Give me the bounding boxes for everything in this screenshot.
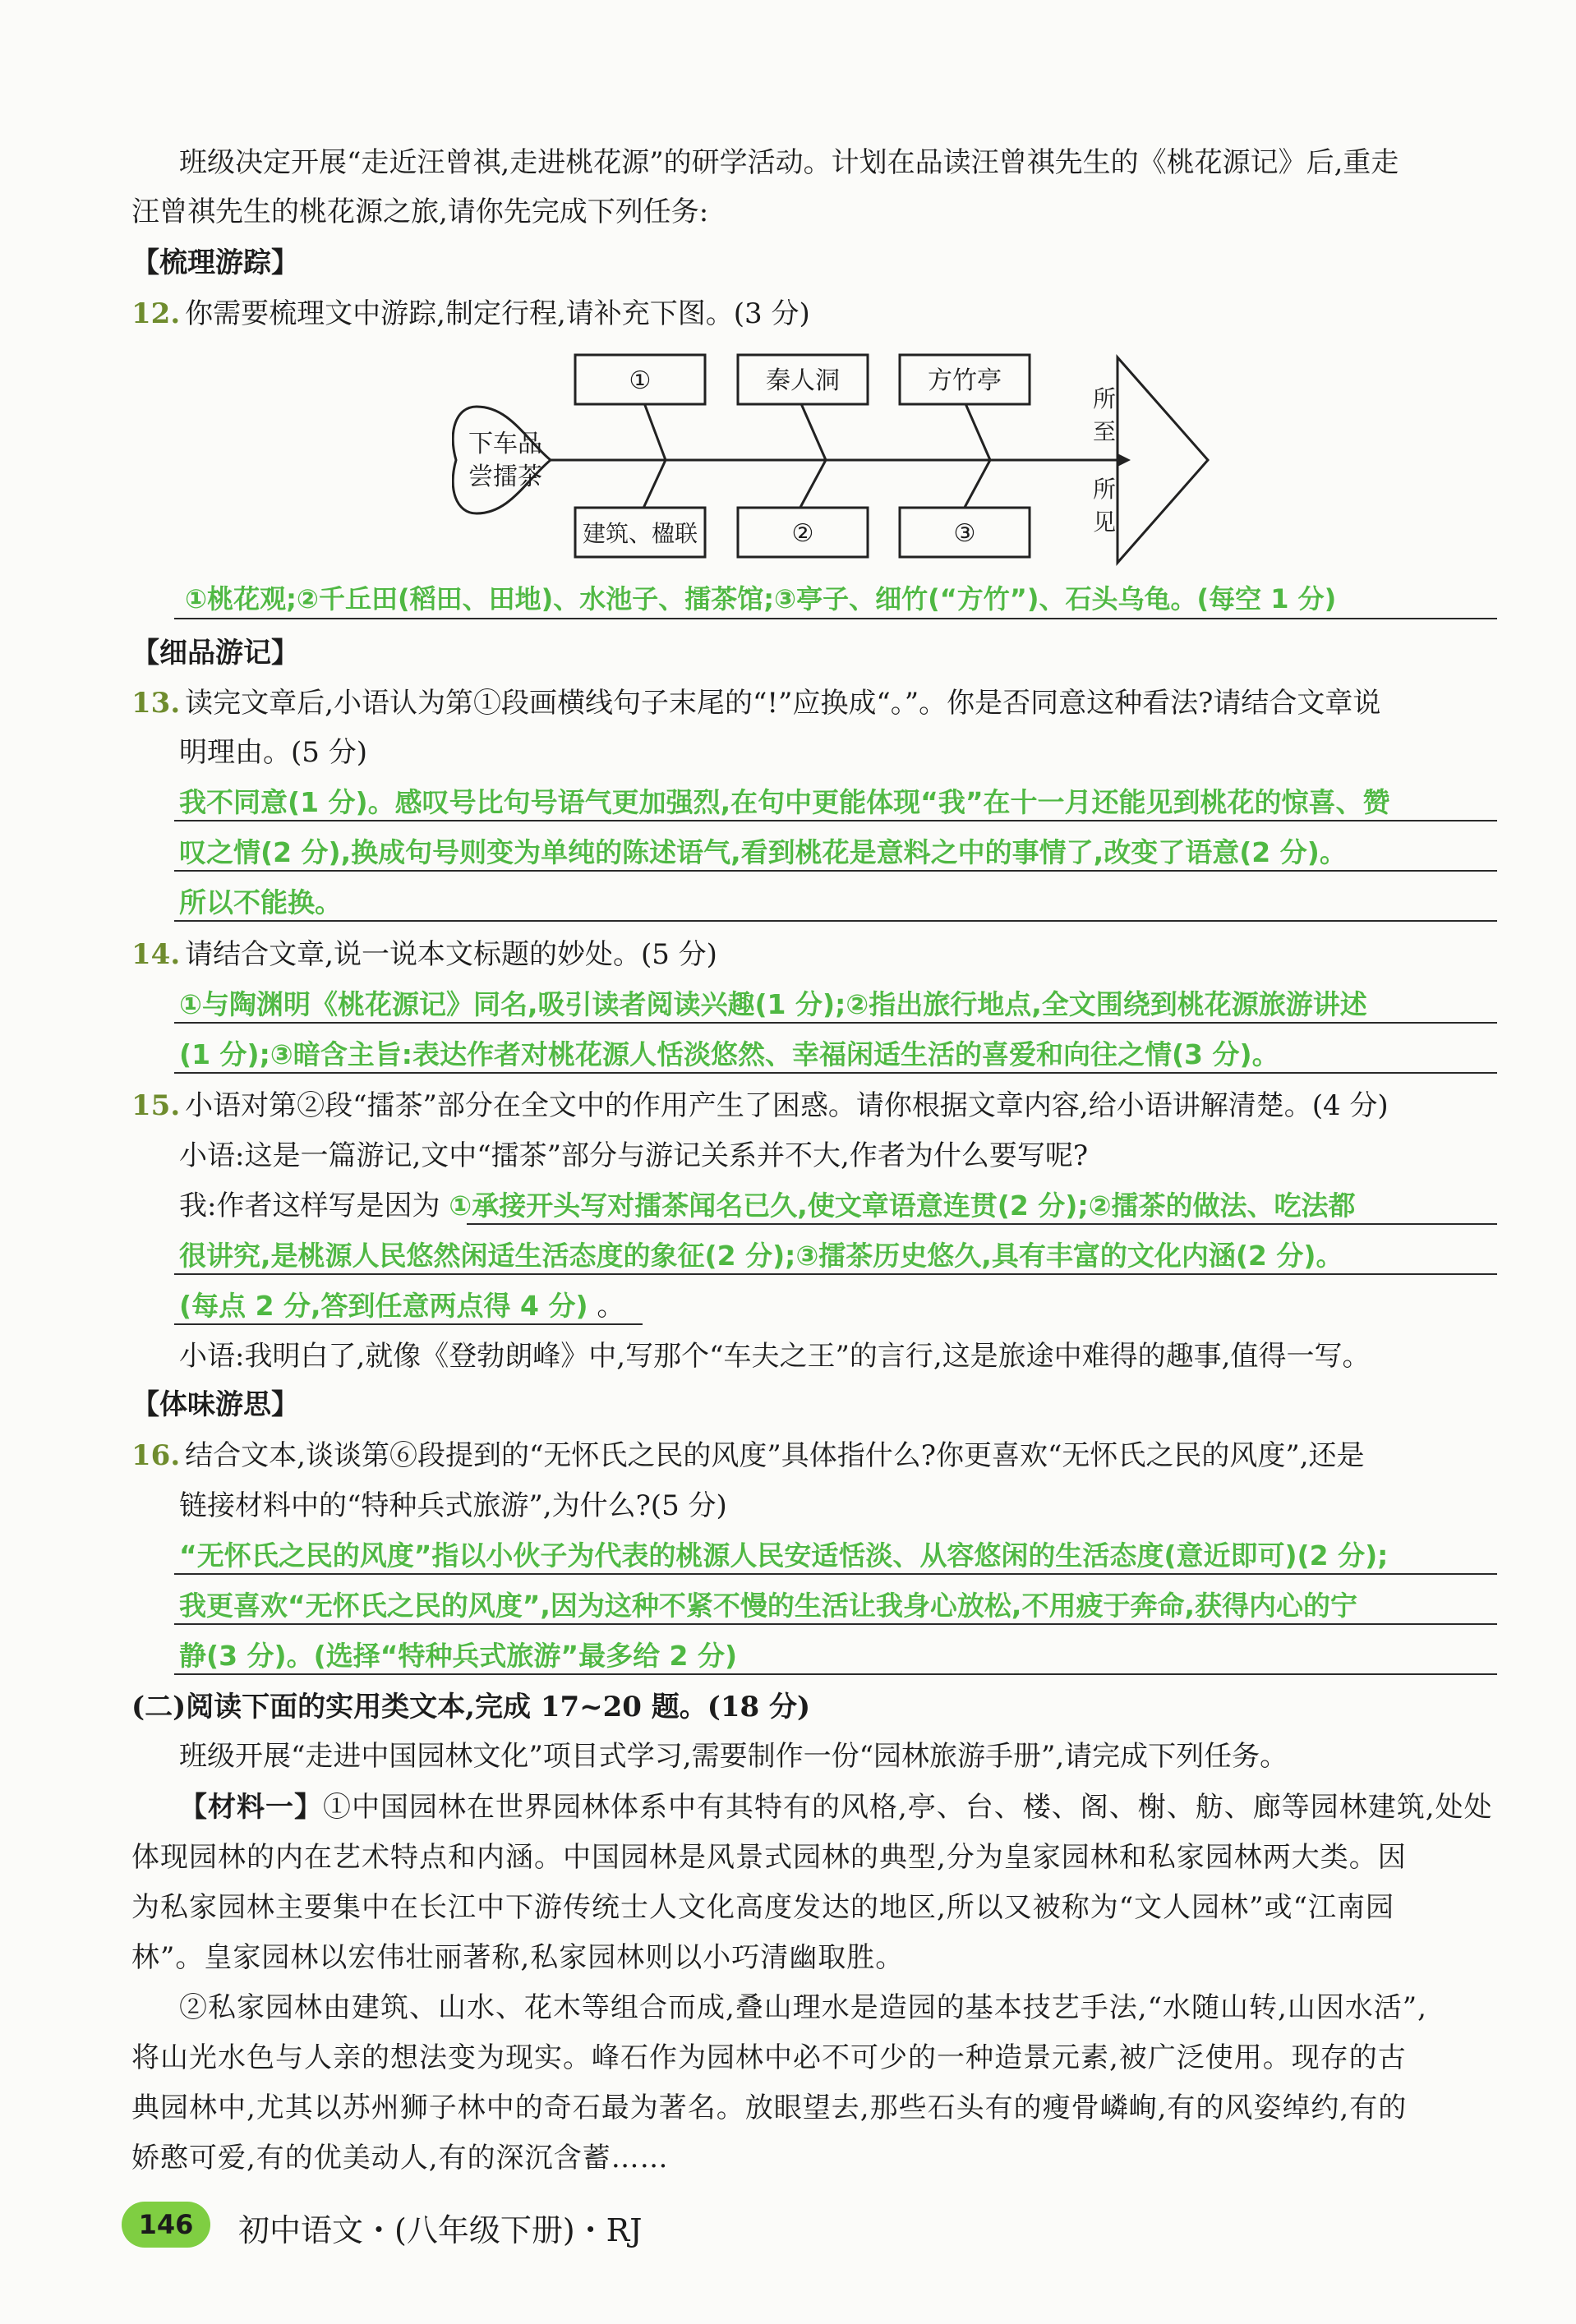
answer-14-line-1: ①与陶渊明《桃花源记》同名,吸引读者阅读兴趣(1 分);②指出旅行地点,全文围绕到桃花源旅游讲述: [179, 988, 1367, 1020]
answer-underline: [174, 870, 1497, 872]
question-15-ask: 小语:这是一篇游记,文中“擂茶”部分与游记关系并不大,作者为什么要写呢?: [179, 1139, 1089, 1172]
answer-underline: [467, 1223, 1497, 1225]
material-1-p2-line-1: ②私家园林由建筑、山水、花木等组合而成,叠山理水是造园的基本技艺手法,“水随山转,山因水活”,: [179, 1991, 1427, 2024]
answer-12: ①桃花观;②千丘田(稻田、田地)、水池子、擂茶馆;③亭子、细竹(“方竹”)、石头乌龟。(每空 1 分): [185, 583, 1337, 614]
question-text: 请结合文章,说一说本文标题的妙处。(5 分): [185, 938, 717, 971]
question-15-me: [179, 1190, 1543, 1223]
question-13-line-2: 明理由。(5 分): [179, 736, 367, 769]
material-1-p1-line-3: 为私家园林主要集中在长江中下游传统士人文化高度发达的地区,所以又被称为“文人园林”或“江南园: [131, 1891, 1394, 1924]
answer-13-line-3: 所以不能换。: [179, 886, 342, 918]
answer-13-line-1: 我不同意(1 分)。感叹号比句号语气更加强烈,在句中更能体现“我”在十一月还能见到桃花的惊喜、赞: [179, 786, 1390, 818]
material-1-text: ①中国园林在世界园林体系中有其特有的风格,亭、台、楼、阁、榭、舫、廊等园林建筑,处处: [323, 1791, 1493, 1824]
diagram-tail: [1117, 357, 1208, 563]
fishbone-diagram: [452, 345, 1233, 567]
answer-underline: [174, 920, 1497, 922]
answer-underline: [174, 820, 1497, 821]
question-text: 读完文章后,小语认为第①段画横线句子末尾的“!”应换成“。”。你是否同意这种看法?请结合文章说: [185, 687, 1381, 720]
diagram-top-box-3-text: 方竹亭: [928, 366, 1002, 395]
question-text: 你需要梳理文中游踪,制定行程,请补充下图。(3 分): [185, 297, 810, 330]
diagram-bottom-box-2-text: ②: [791, 519, 814, 548]
diagram-bone: [641, 460, 666, 513]
book-title: 初中语文・(八年级下册)・RJ: [238, 2212, 643, 2248]
section-heading-itinerary: 【梳理游踪】: [131, 246, 299, 279]
answer-15-line-1: ①承接开头写对擂茶闻名已久,使文章语意连贯(2 分);②擂茶的做法、吃法都: [449, 1190, 1356, 1222]
material-1-p1-line-4: 林”。皇家园林以宏伟壮丽著称,私家园林则以小巧清幽取胜。: [131, 1941, 905, 1974]
question-text: 小语对第②段“擂茶”部分在全文中的作用产生了困惑。请你根据文章内容,给小语讲解清楚。(4 分): [185, 1089, 1389, 1122]
diagram-top-box-2-text: 秦人洞: [766, 366, 840, 395]
material-1-p2-line-2: 将山光水色与人亲的想法变为现实。峰石作为园林中必不可少的一种造景元素,被广泛使用。现存的古: [131, 2041, 1407, 2074]
material-1-p2-line-4: 娇憨可爱,有的优美动人,有的深沉含蓄……: [131, 2142, 669, 2174]
material-1-p1-line-1: [179, 1791, 1543, 1825]
question-number: 13.: [131, 687, 181, 720]
answer-15-line-2: 很讲究,是桃源人民悠然闲适生活态度的象征(2 分);③擂茶历史悠久,具有丰富的文化内涵(2 分)。: [179, 1240, 1343, 1272]
question-15-me-prefix: 我:作者这样写是因为: [179, 1190, 440, 1222]
answer-underline: [174, 1623, 1497, 1625]
answer-15-line-3-wrap: [179, 1290, 1543, 1323]
diagram-spine-arrow: [1117, 453, 1131, 467]
diagram-head-shape: [453, 407, 551, 513]
part-2-title: (二)阅读下面的实用类文本,完成 17~20 题。(18 分): [131, 1691, 811, 1723]
diagram-top-box-1-text: ①: [629, 366, 652, 395]
diagram-bottom-box-1-text: 建筑、楹联: [582, 520, 698, 547]
answer-underline: [174, 618, 1497, 619]
diagram-head-text-1: 下车品: [468, 430, 542, 458]
question-number: 12.: [131, 297, 181, 330]
question-16-line-2: 链接材料中的“特种兵式旅游”,为什么?(5 分): [179, 1489, 727, 1522]
question-number: 15.: [131, 1089, 181, 1122]
answer-underline: [174, 1673, 1497, 1675]
question-15: [131, 1089, 1495, 1123]
answer-16-line-1: “无怀氏之民的风度”指以小伙子为代表的桃源人民安适恬淡、从容悠闲的生活态度(意近即可)(2 分);: [179, 1539, 1389, 1572]
answer-13-line-2: 叹之情(2 分),换成句号则变为单纯的陈述语气,看到桃花是意料之中的事情了,改变了语意(2 分)。: [179, 836, 1347, 868]
material-1-label: 【材料一】: [179, 1791, 323, 1824]
question-13: [131, 687, 1495, 720]
diagram-tail-text-1: 所: [1093, 385, 1117, 412]
question-number: 16.: [131, 1439, 181, 1472]
diagram-tail-text-3: 所: [1093, 476, 1117, 503]
material-1-p2-line-3: 典园林中,尤其以苏州狮子林中的奇石最为著名。放眼望去,那些石头有的瘦骨嶙峋,有的风姿绰约,有的: [131, 2092, 1408, 2124]
part-2-intro: 班级开展“走进中国园林文化”项目式学习,需要制作一份“园林旅游手册”,请完成下列任务。: [179, 1740, 1288, 1773]
answer-underline: [174, 1573, 1497, 1575]
intro-line-1: 班级决定开展“走近汪曾祺,走进桃花源”的研学活动。计划在品读汪曾祺先生的《桃花源记》后,重走: [179, 146, 1399, 179]
answer-14-line-2: (1 分);③暗含主旨:表达作者对桃花源人恬淡悠然、幸福闲适生活的喜爱和向往之情(3 分)。: [179, 1038, 1279, 1070]
answer-underline: [174, 1072, 1497, 1074]
question-14: [131, 938, 1495, 972]
diagram-head-text-2: 尝擂茶: [468, 462, 542, 491]
diagram-bone: [797, 460, 826, 513]
question-number: 14.: [131, 938, 181, 971]
question-12: [131, 297, 1495, 331]
answer-16-line-3: 静(3 分)。(选择“特种兵式旅游”最多给 2 分): [179, 1640, 738, 1672]
question-text: 结合文本,谈谈第⑥段提到的“无怀氏之民的风度”具体指什么?你更喜欢“无怀氏之民的风度”,还是: [185, 1439, 1365, 1472]
page-number-badge: 146: [122, 2202, 210, 2248]
intro-line-2: 汪曾祺先生的桃花源之旅,请你先完成下列任务:: [131, 196, 709, 228]
diagram-bottom-box-3-text: ③: [953, 519, 976, 548]
question-15-reply: 小语:我明白了,就像《登勃朗峰》中,写那个“车夫之王”的言行,这是旅途中难得的趣事,值得一写。: [179, 1340, 1371, 1373]
diagram-tail-text-2: 至: [1093, 418, 1117, 445]
answer-15-line-3: (每点 2 分,答到任意两点得 4 分): [179, 1290, 588, 1322]
section-heading-reflection: 【体味游思】: [131, 1388, 299, 1421]
answer-underline: [174, 1323, 643, 1325]
material-1-p1-line-2: 体现园林的内在艺术特点和内涵。中国园林是风景式园林的典型,分为皇家园林和私家园林两大类。因: [131, 1841, 1407, 1874]
answer-underline: [174, 1022, 1497, 1024]
question-15-end: 。: [597, 1290, 625, 1323]
answer-underline: [174, 1273, 1497, 1275]
question-16: [131, 1439, 1495, 1473]
diagram-tail-text-4: 见: [1093, 509, 1117, 536]
diagram-bone: [961, 460, 990, 513]
answer-16-line-2: 我更喜欢“无怀氏之民的风度”,因为这种不紧不慢的生活让我身心放松,不用疲于奔命,获得内心的宁: [179, 1590, 1357, 1622]
section-heading-reading: 【细品游记】: [131, 637, 299, 670]
